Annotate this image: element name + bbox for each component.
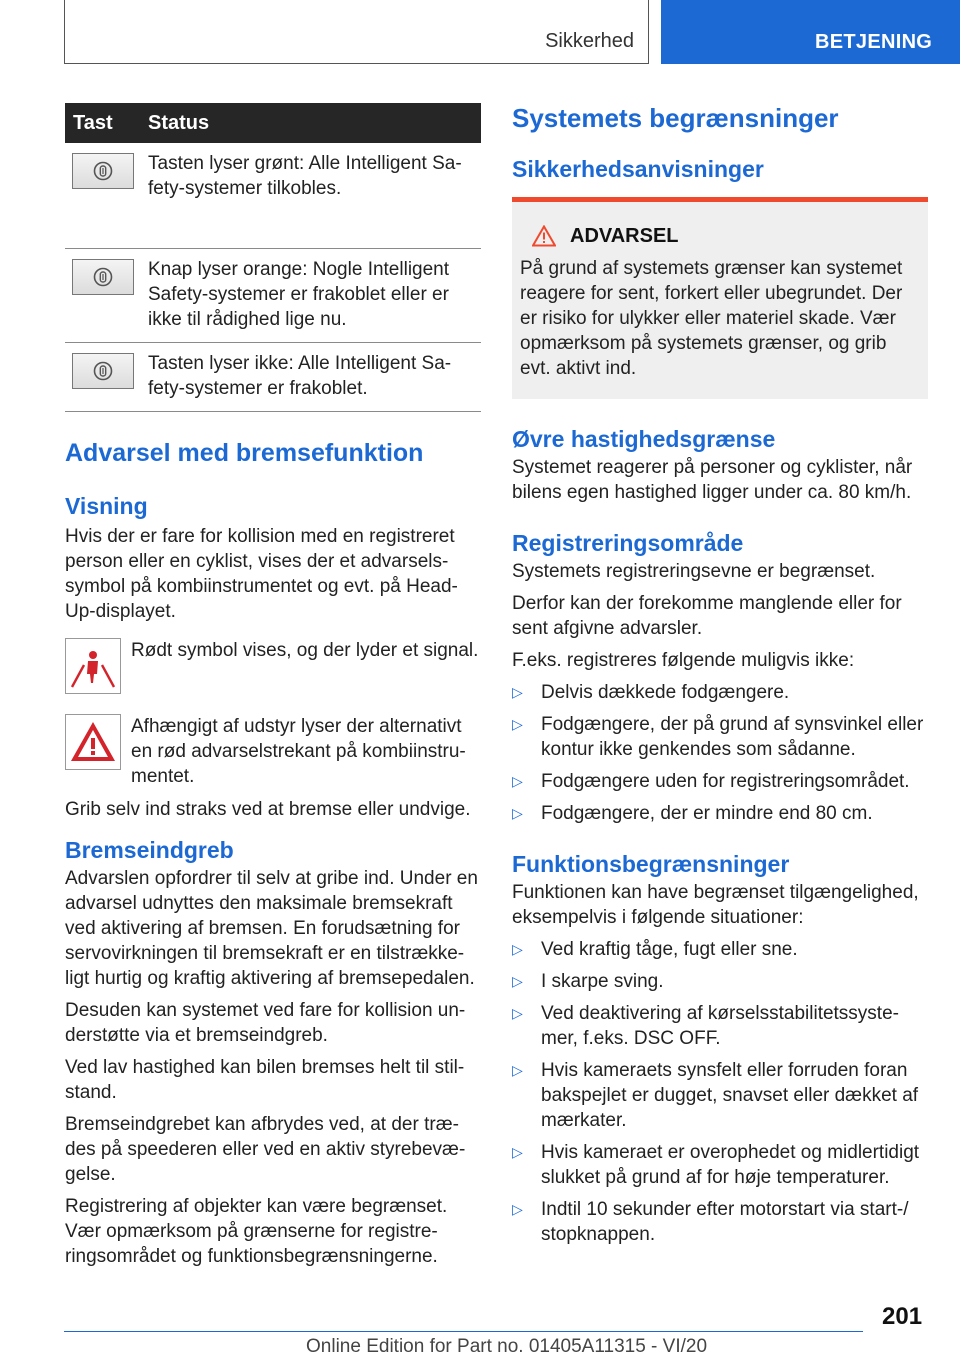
heading-detection-range: Registreringsområde [512,530,744,556]
triangle-bullet-icon: ▷ [512,684,523,700]
footer-divider [64,1331,863,1332]
heading-function-limits: Funktionsbegrænsninger [512,851,790,877]
triangle-bullet-icon: ▷ [512,941,523,957]
table-row [65,248,481,342]
warning-box [512,197,928,399]
table-cell-status: Knap lyser orange: Nogle Intelligent Safety-systemer er frakoblet eller er ikke til rådighed lige nu. [141,248,481,342]
safety-button-icon [72,259,134,295]
triangle-bullet-icon: ▷ [512,805,523,821]
triangle-bullet-icon: ▷ [512,1201,523,1217]
paragraph-range-1: Systemets registreringsevne er begrænset. [512,561,876,582]
list-item: ▷ Ved deaktivering af kørselsstabilitetssyste-mer, f.eks. DSC OFF. [512,1003,899,1049]
list-item: ▷ Ved kraftig tåge, fugt eller sne. [512,939,798,960]
heading-display: Visning [65,492,148,519]
paragraph-grab: Grib selv ind straks ved at bremse eller undvige. [65,798,471,820]
triangle-bullet-icon: ▷ [512,1144,523,1160]
header-chapter-box [661,0,960,64]
warning-triangle-icon [65,714,121,770]
paragraph-speed: Systemet reagerer på personer og cyklister, når bilens egen hastighed ligger under ca. 80 km/h. [512,457,913,503]
triangle-bullet-icon: ▷ [512,716,523,732]
safety-button-icon [72,353,134,389]
header-section-box [64,0,649,64]
paragraph-intervention-5: Registrering af objekter kan være begrænset. Vær opmærksom på grænserne for registre-ringsområdet og funktionsbegrænsningerne. [65,1195,448,1267]
warning-text: På grund af systemets grænser kan systemet reagere for sent, forkert eller ubegrundet. Der er risiko for ulykker eller materiel skade. Vær opmærksom på systemets grænser, og grib evt. aktivt ind. [520,258,903,379]
range-list [512,680,928,826]
paragraph-intervention-2: Desuden kan systemet ved fare for kollision un-derstøtte via et bremseindgreb. [65,999,466,1046]
list-item: ▷ I skarpe sving. [512,971,664,992]
left-column [65,103,481,1269]
heading-speed-limit: Øvre hastighedsgrænse [512,426,776,452]
paragraph-display: Hvis der er fare for kollision med en registreret person eller en cyklist, vises der et advarsels-symbol på kombiinstrumentet og evt. på Head-Up-displayet. [65,525,458,622]
triangle-bullet-icon: ▷ [512,1005,523,1021]
heading-brake-warning: Advarsel med bremsefunktion [65,438,424,467]
paragraph-range-3: F.eks. registreres følgende muligvis ikke: [512,650,855,671]
heading-safety-notes: Sikkerhedsanvisninger [512,156,764,182]
triangle-bullet-icon: ▷ [512,1062,523,1078]
warning-title: ADVARSEL [570,224,679,247]
list-item: ▷ Hvis kameraets synsfelt eller forruden foran bakspejlet er dugget, snavset eller dækket af mærkater. [512,1060,919,1131]
list-item: ▷ Fodgængere, der på grund af synsvinkel eller kontur ikke genkendes som sådanne. [512,714,924,760]
symbol-text-pedestrian: Rødt symbol vises, og der lyder et signal. [131,639,479,661]
list-item: ▷ Delvis dækkede fodgængere. [512,682,790,703]
paragraph-range-2: Derfor kan der forekomme manglende eller for sent afgivne advarsler. [512,593,902,639]
triangle-bullet-icon: ▷ [512,773,523,789]
table-header-key: Tast [65,103,141,143]
list-item: ▷ Indtil 10 sekunder efter motorstart via start-/ stopknappen. [512,1199,909,1245]
symbol-row-pedestrian [65,638,481,694]
list-item: ▷ Fodgængere uden for registreringsområdet. [512,771,910,792]
table-header-status: Status [141,103,481,143]
paragraph-intervention-3: Ved lav hastighed kan bilen bremses helt til stil-stand. [65,1056,465,1103]
table-cell-status: Tasten lyser grønt: Alle Intelligent Sa-fety-systemer tilkobles. [141,143,481,248]
footer-edition: Online Edition for Part no. 01405A11315 - VI/20 [306,1336,708,1357]
heading-system-limits: Systemets begrænsninger [512,103,839,133]
safety-button-icon [72,153,134,189]
paragraph-intervention-1: Advarslen opfordrer til selv at gribe ind. Under en advarsel udnyttes den maksimale bremsekraft ved aktivering af bremsen. En forudsætning for servovirkningen til bremsekraft er en tilstrække-ligt hurtig og kraftig aktivering af bremsepedalen. [65,867,478,989]
paragraph-function: Funktionen kan have begrænset tilgængelighed, eksempelvis i følgende situationer: [512,882,919,928]
triangle-bullet-icon: ▷ [512,973,523,989]
heading-brake-intervention: Bremseindgreb [65,836,234,863]
warning-icon [532,225,556,247]
list-item: ▷ Hvis kameraet er overophedet og midlertidigt slukket på grund af for høje temperaturer. [512,1142,920,1188]
chapter-title: BETJENING [815,31,933,53]
status-table [65,103,481,412]
page-number: 201 [882,1303,923,1330]
section-title: Sikkerhed [545,30,634,52]
paragraph-intervention-4: Bremseindgrebet kan afbrydes ved, at der træ-des på speederen eller ved en aktiv styrebevæ-gelse. [65,1113,466,1185]
table-row [65,342,481,411]
symbol-text-triangle: Afhængigt af udstyr lyser der alternativt en rød advarselstrekant på kombiinstru-mentet. [131,715,466,787]
pedestrian-warning-icon [65,638,121,694]
function-list [512,937,928,1247]
list-item: ▷ Fodgængere, der er mindre end 80 cm. [512,803,873,824]
right-column [512,103,928,1247]
symbol-row-triangle [65,714,481,789]
table-row [65,143,481,248]
table-cell-status: Tasten lyser ikke: Alle Intelligent Sa-fety-systemer er frakoblet. [141,342,481,411]
table-header-row [65,103,481,143]
